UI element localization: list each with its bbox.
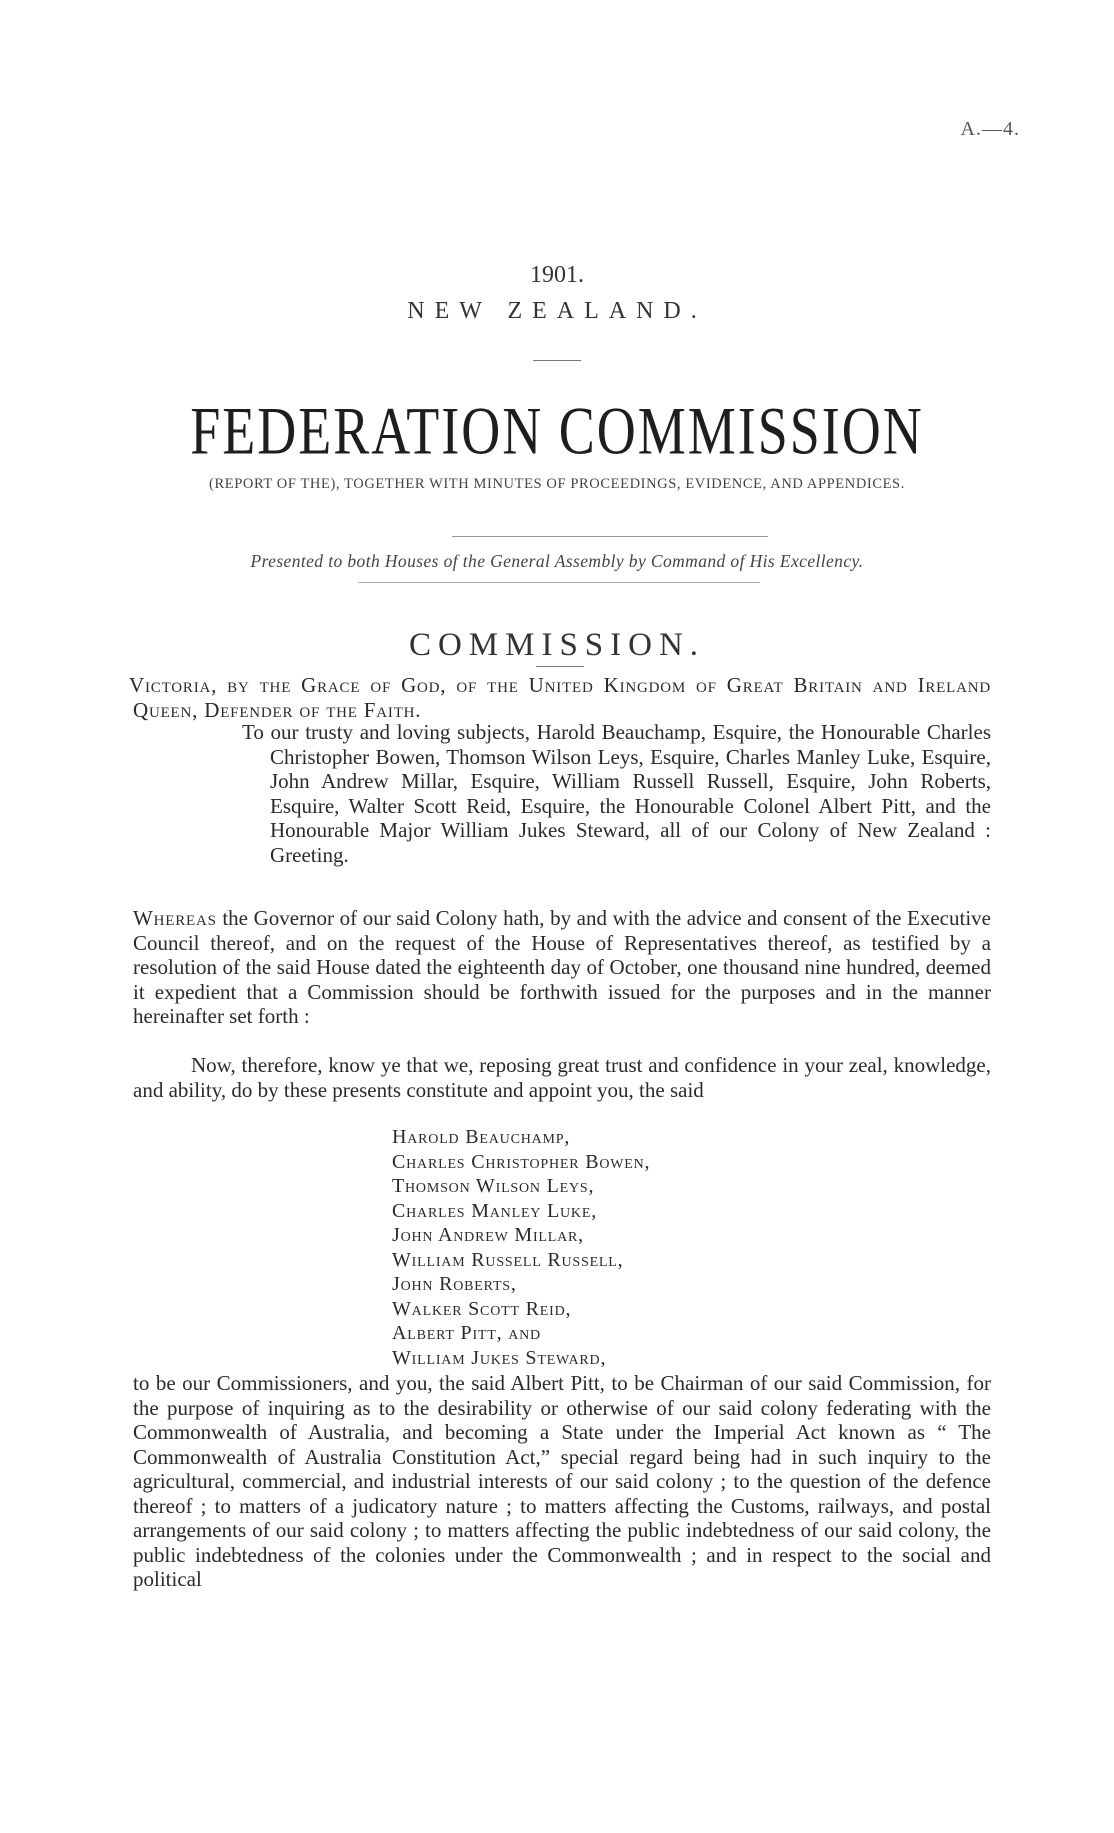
now-therefore-paragraph: Now, therefore, know ye that we, reposing great trust and confidence in your zeal, knowledge, and ability, do by these presents constitute and appoint you, the said — [133, 1053, 991, 1102]
commissioner-name: Charles Christopher Bowen, — [392, 1150, 651, 1173]
preamble-victoria: Victoria — [129, 673, 212, 697]
whereas-text: the Governor of our said Colony hath, by and with the advice and consent of the Executive Council thereof, and on the request of the House of Representatives thereof, as testified by a resolution of the said House dated the eighteenth day of October, one thousand nine hundred, deemed it expedient that a Commission should be forthwith issued for the purposes and in the manner hereinafter set forth : — [133, 906, 991, 1028]
commissioner-name: John Roberts, — [392, 1273, 517, 1295]
commissioner-name: John Andrew Millar, — [392, 1224, 584, 1246]
commissioner-name: Walker Scott Reid, — [392, 1297, 572, 1320]
commissioner-name: Charles Manley Luke, — [392, 1199, 597, 1222]
main-title: FEDERATION COMMISSION — [190, 393, 924, 469]
presented-line: Presented to both Houses of the General Assembly by Command of His Excellency. — [250, 551, 864, 571]
whereas-paragraph — [133, 906, 991, 1029]
subtitle: (REPORT OF THE), TOGETHER WITH MINUTES OF PROCEEDINGS, EVIDENCE, AND APPENDICES. — [209, 476, 905, 492]
divider-rule — [536, 666, 584, 667]
preamble-text: , by the Grace of God, of the United Kingdom of Great Britain and Ireland Queen, Defender of the Faith. — [133, 673, 991, 722]
section-heading: COMMISSION. — [408, 627, 706, 663]
commissioner-name: Harold Beauchamp, — [392, 1126, 571, 1148]
commissioners-list — [392, 1125, 650, 1370]
whereas-word: Whereas — [133, 906, 217, 930]
country-heading: NEW ZEALAND. — [407, 298, 707, 324]
preamble — [129, 673, 991, 722]
commissioner-name: Albert Pitt, and — [392, 1322, 541, 1344]
commissioner-name: William Jukes Steward, — [392, 1346, 607, 1369]
divider-rule — [358, 582, 760, 583]
divider-rule — [452, 536, 768, 537]
commission-purpose-paragraph: to be our Commissioners, and you, the said Albert Pitt, to be Chairman of our said Commission, for the purpose of inquiring as to the desirability or otherwise of our said colony federating with the Commonwealth of Australia, and becoming a State under the Imperial Act known as “ The Commonwealth of Australia Constitution Act,” special regard being had in such inquiry to the agricultural, commercial, and industrial interests of our said colony ; to the question of the defence thereof ; to matters of a judicatory nature ; to matters affecting the Customs, railways, and postal arrangements of our said colony ; to matters affecting the public indebtedness of our said colony, the public indebtedness of the colonies under the Commonwealth ; and in respect to the social and political — [133, 1371, 991, 1591]
commissioner-name: Thomson Wilson Leys, — [392, 1175, 595, 1197]
divider-rule — [533, 360, 581, 361]
year: 1901. — [530, 262, 584, 288]
commissioner-name: William Russell Russell, — [392, 1248, 624, 1271]
page-reference: A.—4. — [960, 118, 1020, 140]
addressees-paragraph: To our trusty and loving subjects, Harold Beauchamp, Esquire, the Honourable Charles Christopher Bowen, Thomson Wilson Leys, Esquire, Charles Manley Luke, Esquire, John Andrew Millar, Esquire, William Russell Russell, Esquire, John Roberts, Esquire, Walter Scott Reid, Esquire, the Honourable Colonel Albert Pitt, and the Honourable Major William Jukes Steward, all of our Colony of New Zealand : Greeting. — [242, 720, 991, 867]
